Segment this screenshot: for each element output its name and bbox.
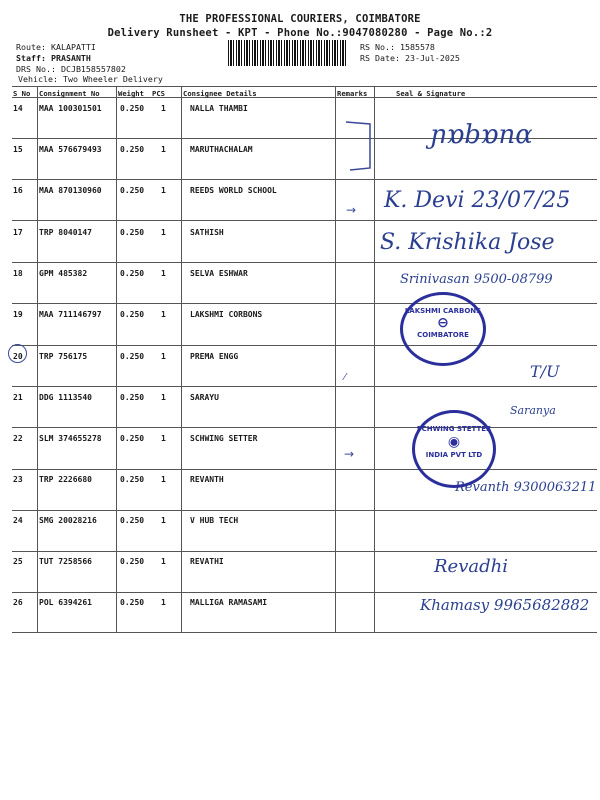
circled-row-mark xyxy=(8,344,27,363)
row-sno: 20 xyxy=(13,352,23,361)
signature-row20: T/U xyxy=(530,362,560,381)
col-header-pcs: PCS xyxy=(152,89,165,98)
row-sno: 16 xyxy=(13,186,23,195)
row-weight: 0.250 xyxy=(120,186,145,195)
rs-date: RS Date: 23-Jul-2025 xyxy=(360,53,460,63)
row-sno: 22 xyxy=(13,434,23,443)
row-consignee: SARAYU xyxy=(190,393,219,402)
row-consignment: TRP 8040147 xyxy=(39,228,92,237)
row-rule xyxy=(12,469,597,470)
row-pcs: 1 xyxy=(161,186,166,195)
row-consignment: TRP 2226680 xyxy=(39,475,92,484)
stamp-text: INDIA PVT LTD xyxy=(425,451,483,459)
row-consignment: MAA 711146797 xyxy=(39,310,102,319)
vehicle-label: Vehicle: Two Wheeler Delivery xyxy=(18,74,163,84)
row-consignment: POL 6394261 xyxy=(39,598,92,607)
row-consignee: SELVA ESHWAR xyxy=(190,269,248,278)
row-pcs: 1 xyxy=(161,310,166,319)
col-header-consignee: Consignee Details xyxy=(183,89,257,98)
stamp-text: LAKSHMI CARBONS xyxy=(404,307,482,315)
schwing-stetter-stamp xyxy=(412,410,496,488)
row-pcs: 1 xyxy=(161,516,166,525)
row-sno: 18 xyxy=(13,269,23,278)
row-pcs: 1 xyxy=(161,104,166,113)
row-pcs: 1 xyxy=(161,434,166,443)
row-sno: 26 xyxy=(13,598,23,607)
row-rule xyxy=(12,427,597,428)
stamp-center-mark: ◉ xyxy=(447,434,461,450)
row-sno: 21 xyxy=(13,393,23,402)
row-consignee: PREMA ENGG xyxy=(190,352,239,361)
row-consignee: LAKSHMI CORBONS xyxy=(190,310,263,319)
route-label: Route: KALAPATTI xyxy=(16,42,96,52)
row-consignment: GPM 485382 xyxy=(39,269,88,278)
row-consignee: NALLA THAMBI xyxy=(190,104,248,113)
col-header-weight: Weight xyxy=(118,89,144,98)
row-weight: 0.250 xyxy=(120,145,145,154)
arrow-icon: → xyxy=(344,447,355,461)
row-consignee: SATHISH xyxy=(190,228,224,237)
stamp-text: COIMBATORE xyxy=(417,331,469,339)
signature-row16: K. Devi 23/07/25 xyxy=(384,188,571,213)
row-consignment: MAA 100301501 xyxy=(39,104,102,113)
staff-label: Staff: PRASANTH xyxy=(16,53,91,63)
row-consignee: REVANTH xyxy=(190,475,224,484)
row-sno: 15 xyxy=(13,145,23,154)
row-pcs: 1 xyxy=(161,475,166,484)
row-weight: 0.250 xyxy=(120,475,145,484)
stamp-text: SCHWING STETTER xyxy=(416,425,492,433)
row-pcs: 1 xyxy=(161,145,166,154)
row-consignment: MAA 576679493 xyxy=(39,145,102,154)
row-weight: 0.250 xyxy=(120,516,145,525)
row-consignment: TUT 7258566 xyxy=(39,557,92,566)
signature-row21: Saranya xyxy=(510,404,556,417)
row-rule xyxy=(12,179,597,180)
company-title: THE PROFESSIONAL COURIERS, COIMBATORE xyxy=(179,13,421,25)
row-weight: 0.250 xyxy=(120,310,145,319)
row-consignee: SCHWING SETTER xyxy=(190,434,258,443)
col-header-consignment: Consignment No xyxy=(39,89,100,98)
row-consignee: MALLIGA RAMASAMI xyxy=(190,598,268,607)
row-rule xyxy=(12,303,597,304)
row-rule xyxy=(12,262,597,263)
row-pcs: 1 xyxy=(161,393,166,402)
tick-icon: ⁄ xyxy=(344,372,346,383)
row-consignment: MAA 870130960 xyxy=(39,186,102,195)
row-consignment: SLM 374655278 xyxy=(39,434,102,443)
row-consignee: MARUTHACHALAM xyxy=(190,145,253,154)
row-weight: 0.250 xyxy=(120,598,145,607)
rs-number: RS No.: 1585578 xyxy=(360,42,435,52)
barcode xyxy=(228,40,348,66)
col-header-seal: Seal & Signature xyxy=(396,89,466,98)
signature-row18: Srinivasan 9500-08799 xyxy=(400,272,553,287)
table-bottom-rule xyxy=(12,632,597,633)
row-rule xyxy=(12,220,597,221)
row-weight: 0.250 xyxy=(120,104,145,113)
row-pcs: 1 xyxy=(161,352,166,361)
row-rule xyxy=(12,386,597,387)
drs-label: DRS No.: DCJB158557802 xyxy=(16,64,126,74)
row-consignee: REEDS WORLD SCHOOL xyxy=(190,186,277,195)
row-sno: 25 xyxy=(13,557,23,566)
table-top-rule xyxy=(12,86,597,87)
table-header-rule xyxy=(12,97,597,98)
row-sno: 14 xyxy=(13,104,23,113)
row-weight: 0.250 xyxy=(120,393,145,402)
stamp-center-mark: ⊖ xyxy=(437,315,449,331)
row-weight: 0.250 xyxy=(120,557,145,566)
row-weight: 0.250 xyxy=(120,269,145,278)
row-weight: 0.250 xyxy=(120,228,145,237)
row-pcs: 1 xyxy=(161,598,166,607)
row-sno: 19 xyxy=(13,310,23,319)
row-pcs: 1 xyxy=(161,269,166,278)
row-weight: 0.250 xyxy=(120,352,145,361)
col-header-remarks: Remarks xyxy=(337,89,368,98)
signature-row25: Revadhi xyxy=(434,556,508,577)
row-pcs: 1 xyxy=(161,557,166,566)
remarks-bracket-mark xyxy=(340,118,380,178)
row-rule xyxy=(12,551,597,552)
signature-row26: Khamasy 9965682882 xyxy=(420,596,590,614)
row-consignment: SMG 20028216 xyxy=(39,516,97,525)
row-sno: 17 xyxy=(13,228,23,237)
arrow-icon: → xyxy=(346,203,357,217)
row-rule xyxy=(12,510,597,511)
row-consignee: REVATHI xyxy=(190,557,224,566)
row-sno: 23 xyxy=(13,475,23,484)
signature-row17: S. Krishika Jose xyxy=(380,230,555,255)
row-consignee: V HUB TECH xyxy=(190,516,239,525)
row-rule xyxy=(12,345,597,346)
row-consignment: DDG 1113540 xyxy=(39,393,92,402)
row-sno: 24 xyxy=(13,516,23,525)
row-weight: 0.250 xyxy=(120,434,145,443)
lakshmi-carbons-stamp xyxy=(400,292,486,366)
signature-row23: Revanth 9300063211 xyxy=(455,480,597,495)
row-pcs: 1 xyxy=(161,228,166,237)
row-rule xyxy=(12,592,597,593)
runsheet-subtitle: Delivery Runsheet - KPT - Phone No.:9047080280 - Page No.:2 xyxy=(107,27,493,39)
signature-row14: ɲɒbɒnɑ xyxy=(430,120,533,150)
row-consignment: TRP 756175 xyxy=(39,352,88,361)
col-header-sno: S No xyxy=(13,89,31,98)
